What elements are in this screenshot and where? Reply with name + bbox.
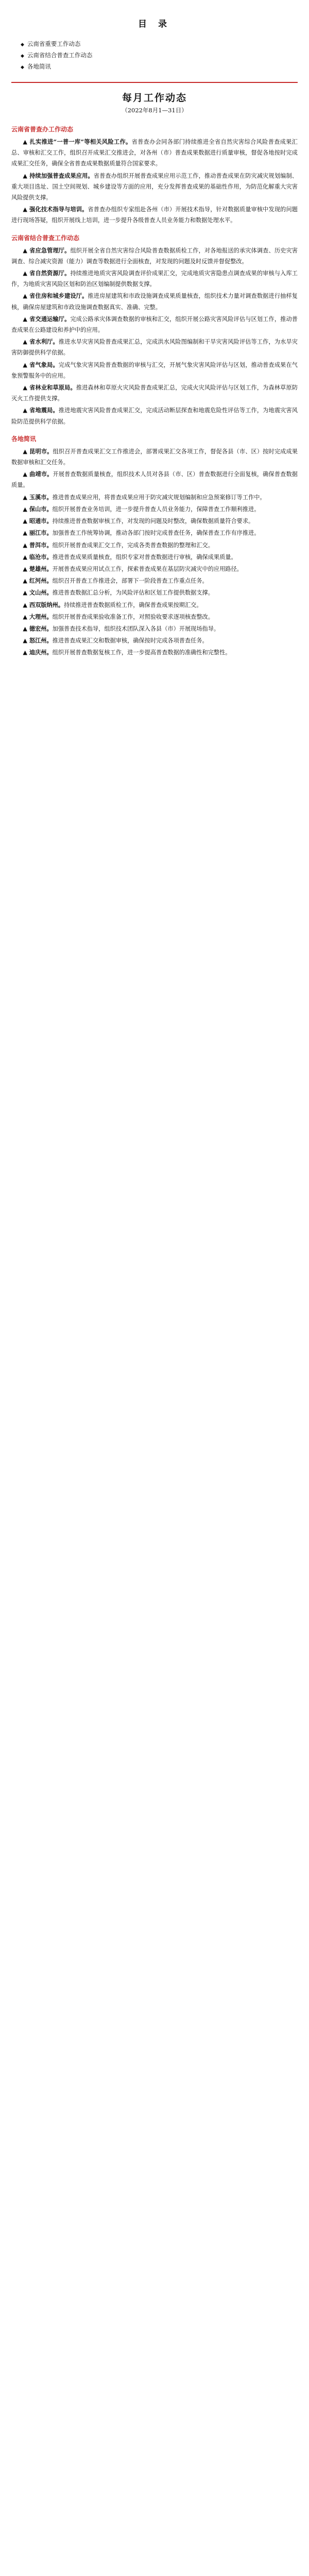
toc-bullet-icon: ◆ xyxy=(21,42,24,47)
paragraph-text: 推进地震灾害风险普查成果汇交，完成活动断层探查和地震危险性评估等工作，为地震灾害风险防范提供科学依据。 xyxy=(11,407,298,425)
paragraph-lead: ▲ 省气象局。 xyxy=(23,361,59,368)
toc-item-label: 云南省重要工作动态 xyxy=(27,40,81,47)
paragraph xyxy=(11,204,298,226)
paragraph-text: 省普查办组织开展普查成果应用示范工作，推动普查成果在防灾减灾规划编制、重大项目选址、国土空间规划、城乡建设等方面的应用，充分发挥普查成果的基础性作用，为防范化解重大灾害风险提供支撑。 xyxy=(11,172,298,201)
paragraph-text: 持续推进地质灾害风险调查评价成果汇交，完成地质灾害隐患点调查成果的审核与入库工作，为地质灾害风险区划和防治区划编制提供数据支撑。 xyxy=(11,270,298,288)
paragraph xyxy=(11,382,298,404)
document-title: 每月工作动态 xyxy=(122,92,187,104)
paragraph-text: 组织开展普查成果汇交工作，完成各类普查数据的整理和汇交。 xyxy=(52,541,214,549)
section-heading: 云南省普查办工作动态 xyxy=(11,126,74,133)
section xyxy=(11,125,298,226)
paragraph-lead: ▲ 省地震局。 xyxy=(23,406,59,414)
paragraph xyxy=(11,587,298,598)
paragraph xyxy=(11,528,298,538)
paragraph-lead: ▲ 大理州。 xyxy=(23,613,53,620)
paragraph-text: 开展普查数据质量核查，组织技术人员对各县（市、区）普查数据进行全面复核，确保普查数据质量。 xyxy=(11,471,298,489)
toc-bullet-icon: ◆ xyxy=(21,54,24,59)
paragraph-lead: ▲ 省水利厅。 xyxy=(23,338,59,346)
paragraph-text: 组织开展全省自然灾害综合风险普查数据质检工作，对各地报送的承灾体调查、历史灾害调查、综合减灾资源（能力）调查等数据进行全面核查，对发现的问题及时反馈并督促整改。 xyxy=(11,247,298,265)
paragraph xyxy=(11,360,298,381)
toc-item[interactable] xyxy=(21,50,298,61)
paragraph-lead: ▲ 丽江市。 xyxy=(23,529,53,537)
paragraph-text: 完成公路承灾体调查数据的审核和汇交，组织开展公路灾害风险评估与区划工作，推动普查成果在公路建设和养护中的应用。 xyxy=(11,315,298,334)
section xyxy=(11,233,298,427)
section xyxy=(11,434,298,658)
paragraph xyxy=(11,171,298,204)
paragraph-text: 组织召开普查成果汇交工作推进会，部署成果汇交各项工作，督促各县（市、区）按时完成成果数据审核和汇交任务。 xyxy=(11,448,298,466)
paragraph xyxy=(11,552,298,563)
paragraph-lead: ▲ 曲靖市。 xyxy=(23,470,53,478)
paragraph-text: 推进普查成果应用，将普查成果应用于防灾减灾规划编制和应急预案修订等工作中。 xyxy=(52,494,266,501)
table-of-contents xyxy=(11,16,298,73)
paragraph xyxy=(11,245,298,267)
paragraph-text: 推进普查成果质量核查，组织专家对普查数据进行审核，确保成果质量。 xyxy=(52,553,237,561)
paragraph xyxy=(11,612,298,622)
paragraph-text: 推进森林和草原火灾风险普查成果汇总，完成火灾风险评估与区划工作，为森林草原防灭火工作提供支撑。 xyxy=(11,384,298,402)
paragraph-lead: ▲ 扎实推进“一普一库”等相关风险工作。 xyxy=(23,138,132,145)
paragraph-lead: ▲ 玉溪市。 xyxy=(23,493,53,501)
paragraph-lead: ▲ 省林业和草原局。 xyxy=(23,384,76,392)
paragraph-text: 持续推进普查数据质检工作，确保普查成果按期汇交。 xyxy=(64,601,202,608)
section-heading: 云南省结合普查工作动态 xyxy=(11,234,80,242)
paragraph xyxy=(11,540,298,551)
toc-list xyxy=(21,39,298,73)
paragraph xyxy=(11,137,298,170)
paragraph-lead: ▲ 保山市。 xyxy=(23,505,53,513)
paragraph xyxy=(11,635,298,646)
paragraph-lead: ▲ 西双版纳州。 xyxy=(23,601,64,608)
paragraph xyxy=(11,516,298,527)
paragraph-lead: ▲ 昆明市。 xyxy=(23,447,53,455)
paragraph-text: 开展普查成果应用试点工作，探索普查成果在基层防灾减灾中的应用路径。 xyxy=(52,565,243,572)
paragraph xyxy=(11,600,298,611)
toc-item[interactable] xyxy=(21,61,298,73)
toc-item-label: 云南省结合普查工作动态 xyxy=(27,52,93,59)
paragraph-lead: ▲ 迪庆州。 xyxy=(23,649,53,656)
paragraph-lead: ▲ 持续加强普查成果应用。 xyxy=(23,172,94,179)
paragraph-lead: ▲ 怒江州。 xyxy=(23,637,53,645)
paragraph-lead: ▲ 强化技术指导与培训。 xyxy=(23,206,88,213)
paragraph xyxy=(11,504,298,515)
paragraph-lead: ▲ 昭通市。 xyxy=(23,517,53,525)
paragraph xyxy=(11,647,298,658)
paragraph xyxy=(11,492,298,503)
toc-item[interactable] xyxy=(21,39,298,50)
document-date: （2022年8月1—31日） xyxy=(122,107,187,114)
paragraph xyxy=(11,575,298,586)
paragraph-text: 推进普查成果汇交和数据审核，确保按时完成各项普查任务。 xyxy=(52,637,208,645)
toc-title: 目 录 xyxy=(138,19,171,29)
paragraph-lead: ▲ 省住房和城乡建设厅。 xyxy=(23,292,88,300)
divider-rule xyxy=(11,82,298,83)
document-body xyxy=(11,125,298,658)
toc-bullet-icon: ◆ xyxy=(21,65,24,70)
paragraph-text: 省普查办组织专家组赴各州（市）开展技术指导，针对数据质量审核中发现的问题进行现场答疑，组织开展线上培训，进一步提升各级普查人员业务能力和数据处理水平。 xyxy=(11,206,298,224)
paragraph-text: 持续推进普查数据审核工作，对发现的问题及时整改，确保数据质量符合要求。 xyxy=(52,518,254,525)
paragraph xyxy=(11,314,298,335)
paragraph-text: 推进水旱灾害风险普查成果汇总，完成洪水风险图编制和干旱灾害风险评估等工作，为水旱灾害防御提供科学依据。 xyxy=(11,338,298,357)
paragraph-text: 省普查办会同各部门持续推进全省自然灾害综合风险普查成果汇总、审核和汇交工作，组织召开成果汇交推进会，对各州（市）普查成果数据进行质量审核，督促各地按时完成成果汇交任务，确保全省普查成果数据质量符合国家要求。 xyxy=(11,139,298,167)
paragraph-text: 推进房屋建筑和市政设施调查成果质量核查，组织技术力量对调查数据进行抽样复核，确保房屋建筑和市政设施调查数据真实、准确、完整。 xyxy=(11,293,298,311)
paragraph-text: 完成气象灾害风险普查数据的审核与汇交，开展气象灾害风险评估与区划，推动普查成果在气象预警服务中的应用。 xyxy=(11,361,298,379)
paragraph-text: 组织召开普查工作推进会，部署下一阶段普查工作重点任务。 xyxy=(52,578,208,585)
paragraph-text: 推进普查数据汇总分析，为风险评估和区划工作提供数据支撑。 xyxy=(52,589,214,597)
paragraph-text: 加强普查技术指导，组织技术团队深入各县（市）开展现场指导。 xyxy=(52,625,220,632)
paragraph xyxy=(11,268,298,290)
toc-item-label: 各地简讯 xyxy=(27,63,51,70)
bulletin-page xyxy=(11,0,298,670)
paragraph xyxy=(11,564,298,574)
paragraph-lead: ▲ 普洱市。 xyxy=(23,541,53,549)
paragraph-lead: ▲ 省交通运输厅。 xyxy=(23,315,71,323)
paragraph-text: 组织开展普查成果验收准备工作，对照验收要求逐项核查整改。 xyxy=(52,613,214,620)
paragraph-text: 加强普查工作统筹协调，推动各部门按时完成普查任务，确保普查工作有序推进。 xyxy=(52,530,260,537)
section-heading: 各地简讯 xyxy=(11,435,37,443)
paragraph xyxy=(11,469,298,490)
paragraph-text: 组织开展普查业务培训，进一步提升普查人员业务能力，保障普查工作顺利推进。 xyxy=(52,505,260,513)
paragraph xyxy=(11,291,298,312)
paragraph-lead: ▲ 德宏州。 xyxy=(23,624,53,632)
paragraph-lead: ▲ 红河州。 xyxy=(23,577,53,585)
paragraph-lead: ▲ 省应急管理厅。 xyxy=(23,246,71,254)
paragraph xyxy=(11,446,298,468)
paragraph-text: 组织开展普查数据复核工作，进一步提高普查数据的准确性和完整性。 xyxy=(52,649,231,656)
paragraph xyxy=(11,336,298,358)
paragraph-lead: ▲ 省自然资源厅。 xyxy=(23,269,71,277)
paragraph xyxy=(11,405,298,427)
paragraph-lead: ▲ 文山州。 xyxy=(23,589,53,597)
paragraph-lead: ▲ 楚雄州。 xyxy=(23,565,53,572)
paragraph xyxy=(11,623,298,634)
paragraph-lead: ▲ 临沧市。 xyxy=(23,553,53,561)
document-header xyxy=(11,90,298,114)
